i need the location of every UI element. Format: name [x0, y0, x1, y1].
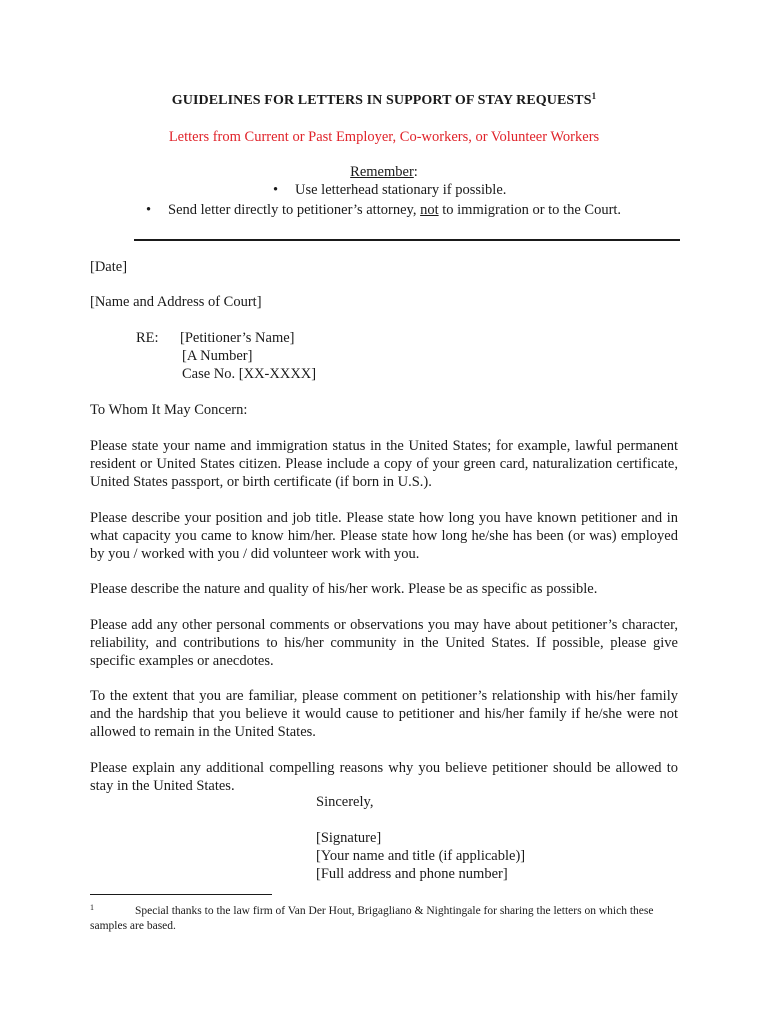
re-case-number: Case No. [XX-XXXX] [182, 366, 317, 382]
bullet-glyph: • [273, 182, 279, 198]
paragraph: Please add any other personal comments or observations you may have about petitioner’s character, reliability, and contributions to his/her community in the United States. If possible, please give specific examples or anecdotes. [90, 617, 678, 669]
bullet-text-emph: not [420, 202, 439, 218]
footnote-mark: 1 [90, 903, 94, 912]
footnote-text: Special thanks to the law firm of Van Der Hout, Brigagliano & Nightingale for sharing the letters on which these samples are based. [90, 905, 654, 932]
bullet-text: Use letterhead stationary if possible. [295, 182, 507, 198]
closing: Sincerely, [316, 794, 374, 810]
paragraph: Please explain any additional compelling reasons why you believe petitioner should be allowed to stay in the United States. [90, 760, 678, 794]
paragraph: Please describe the nature and quality of his/her work. Please be as specific as possible. [90, 581, 598, 597]
footnote-rule [90, 894, 272, 895]
court-line: [Name and Address of Court] [90, 294, 262, 310]
horizontal-rule [134, 239, 680, 241]
paragraph: Please describe your position and job title. Please state how long you have known petitioner and in what capacity you came to know him/her. Please state how long he/she has been (or was) employed by you / worked with you / did volunteer work with you. [90, 510, 678, 562]
remember-heading [0, 164, 768, 181]
re-label: RE: [136, 330, 159, 346]
bullet-text-pre: Send letter directly to petitioner’s attorney, [168, 202, 421, 218]
subtitle: Letters from Current or Past Employer, Co-workers, or Volunteer Workers [168, 129, 600, 145]
title-text: GUIDELINES FOR LETTERS IN SUPPORT OF STAY REQUESTS [171, 93, 592, 108]
bullet-glyph: • [146, 202, 152, 218]
signer-address-line: [Full address and phone number] [316, 866, 508, 882]
remember-colon: : [413, 164, 418, 180]
signature-line: [Signature] [316, 830, 382, 846]
paragraph: To the extent that you are familiar, please comment on petitioner’s relationship with his/her family and the hardship that you believe it would cause to petitioner and his/her family if he/she were not allowed to remain in the United States. [90, 688, 678, 740]
remember-label: Remember [350, 164, 414, 180]
re-petitioner-name: [Petitioner’s Name] [180, 330, 295, 346]
re-a-number: [A Number] [182, 348, 253, 364]
paragraph: Please state your name and immigration status in the United States; for example, lawful permanent resident or United States citizen. Please include a copy of your green card, naturalization certificate, United States passport, or birth certificate (if born in U.S.). [90, 438, 678, 490]
salutation: To Whom It May Concern: [90, 402, 248, 418]
bullet-text-post: to immigration or to the Court. [438, 202, 622, 218]
title-footnote-mark: 1 [591, 91, 597, 101]
signer-name-line: [Your name and title (if applicable)] [316, 848, 526, 864]
bullet-item [146, 202, 621, 219]
page-title [0, 93, 768, 109]
date-line: [Date] [90, 259, 128, 275]
bullet-item [273, 182, 506, 199]
footnote [90, 900, 690, 934]
